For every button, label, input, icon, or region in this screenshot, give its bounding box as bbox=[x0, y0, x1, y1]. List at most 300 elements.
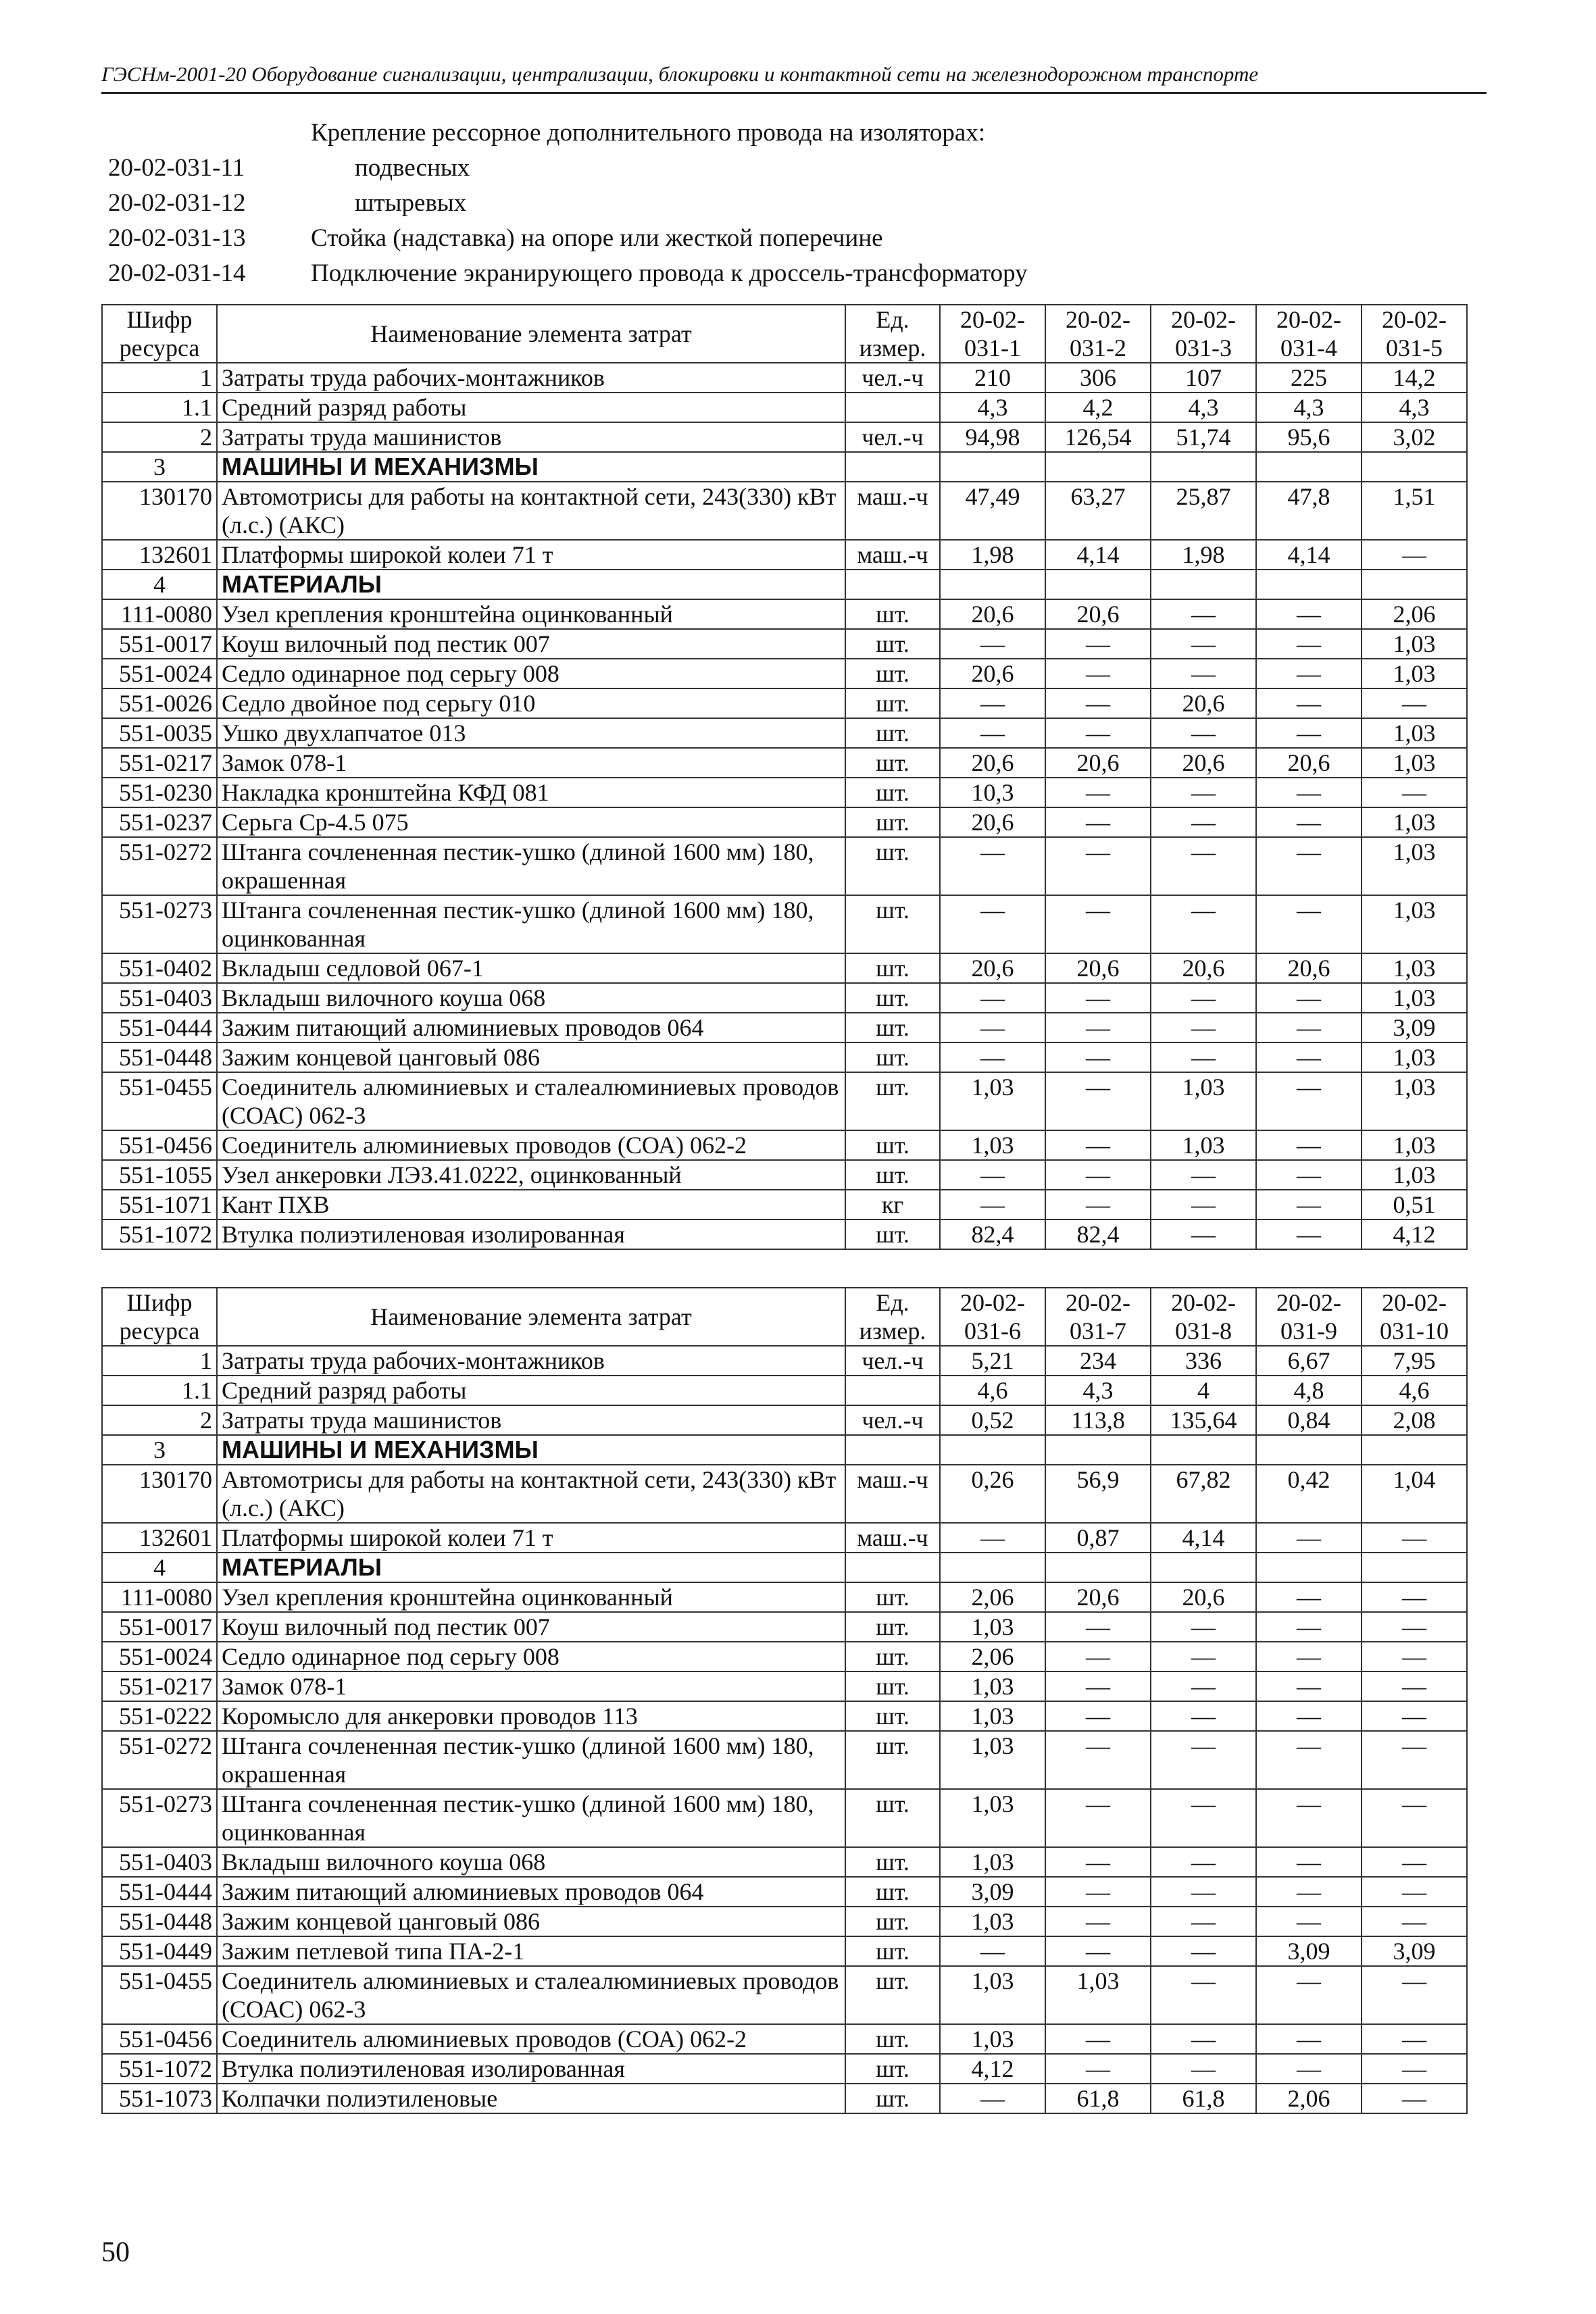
resource-value: — bbox=[940, 983, 1045, 1013]
resource-code: 130170 bbox=[102, 1465, 217, 1523]
resource-unit bbox=[845, 570, 940, 599]
resource-value: — bbox=[1045, 1612, 1151, 1642]
table-row bbox=[102, 1130, 1467, 1160]
resource-value: 20,6 bbox=[940, 599, 1045, 629]
resource-name: МАШИНЫ И МЕХАНИЗМЫ bbox=[217, 452, 845, 482]
resource-value: 1,03 bbox=[1362, 1160, 1467, 1190]
resource-code: 2 bbox=[102, 1405, 217, 1435]
resource-unit: кг bbox=[845, 1190, 940, 1219]
table-row bbox=[102, 1346, 1467, 1376]
resource-value: 47,49 bbox=[940, 482, 1045, 540]
intro-code: 20-02-031-12 bbox=[108, 188, 246, 217]
resource-value: — bbox=[1151, 837, 1256, 895]
resource-value bbox=[1362, 570, 1467, 599]
resource-name: Средний разряд работы bbox=[217, 1376, 845, 1405]
resource-value: — bbox=[1151, 2054, 1256, 2084]
intro-code: 20-02-031-11 bbox=[108, 153, 245, 182]
table-row bbox=[102, 895, 1467, 953]
resource-unit: шт. bbox=[845, 1219, 940, 1249]
resource-value: — bbox=[1151, 718, 1256, 748]
resource-value: 4,12 bbox=[1362, 1219, 1467, 1249]
table-row bbox=[102, 1072, 1467, 1130]
resource-value: 20,6 bbox=[1151, 748, 1256, 778]
resource-name: Зажим питающий алюминиевых проводов 064 bbox=[217, 1877, 845, 1907]
resource-name: Втулка полиэтиленовая изолированная bbox=[217, 1219, 845, 1249]
resource-value: 10,3 bbox=[940, 778, 1045, 807]
resource-value: 1,03 bbox=[940, 1847, 1045, 1877]
resource-value: 3,09 bbox=[940, 1877, 1045, 1907]
resource-unit: шт. bbox=[845, 895, 940, 953]
resource-value: — bbox=[1256, 1042, 1362, 1072]
resource-name: Затраты труда машинистов bbox=[217, 422, 845, 452]
resource-value: 25,87 bbox=[1151, 482, 1256, 540]
resource-value: — bbox=[1256, 895, 1362, 953]
resource-value: 3,02 bbox=[1362, 422, 1467, 452]
resource-unit: шт. bbox=[845, 1789, 940, 1847]
resource-value: — bbox=[1151, 2024, 1256, 2054]
resource-value: 1,03 bbox=[1362, 629, 1467, 659]
resource-value bbox=[1045, 1553, 1151, 1582]
table-row bbox=[102, 688, 1467, 718]
resource-value: — bbox=[1362, 1877, 1467, 1907]
resource-value bbox=[1362, 452, 1467, 482]
resource-value: — bbox=[1256, 1219, 1362, 1249]
resource-value: 4,8 bbox=[1256, 1376, 1362, 1405]
resource-value: — bbox=[940, 1042, 1045, 1072]
resource-value: 61,8 bbox=[1151, 2084, 1256, 2113]
resource-value: — bbox=[940, 2084, 1045, 2113]
resource-value: 5,21 bbox=[940, 1346, 1045, 1376]
resource-value: 0,42 bbox=[1256, 1465, 1362, 1523]
resource-unit bbox=[845, 452, 940, 482]
resource-value: — bbox=[1151, 1731, 1256, 1789]
resource-value bbox=[1256, 570, 1362, 599]
resource-value: — bbox=[1256, 1642, 1362, 1671]
resource-value: — bbox=[940, 718, 1045, 748]
resource-code: 3 bbox=[102, 452, 217, 482]
resource-name: Платформы широкой колеи 71 т bbox=[217, 540, 845, 570]
header-unit: Ед. измер. bbox=[845, 305, 940, 363]
resource-unit: шт. bbox=[845, 718, 940, 748]
resource-name: Вкладыш вилочного коуша 068 bbox=[217, 983, 845, 1013]
resource-code: 111-0080 bbox=[102, 599, 217, 629]
resource-value: 234 bbox=[1045, 1346, 1151, 1376]
resource-value: — bbox=[1256, 807, 1362, 837]
resource-value: 2,06 bbox=[940, 1582, 1045, 1612]
header-col: 20-02-031-10 bbox=[1362, 1288, 1467, 1346]
resource-value bbox=[1362, 1435, 1467, 1465]
resource-unit: чел.-ч bbox=[845, 1405, 940, 1435]
resource-name: Затраты труда рабочих-монтажников bbox=[217, 1346, 845, 1376]
resource-name: Кант ПХВ bbox=[217, 1190, 845, 1219]
section-row bbox=[102, 452, 1467, 482]
resource-code: 551-0456 bbox=[102, 1130, 217, 1160]
resource-value: 2,06 bbox=[940, 1642, 1045, 1671]
resource-name: Ушко двухлапчатое 013 bbox=[217, 718, 845, 748]
header-col: 20-02-031-2 bbox=[1045, 305, 1151, 363]
table-row bbox=[102, 2054, 1467, 2084]
resource-code: 130170 bbox=[102, 482, 217, 540]
table-row bbox=[102, 1907, 1467, 1936]
resource-value: 1,03 bbox=[1362, 953, 1467, 983]
intro-item bbox=[108, 150, 1460, 185]
intro-item bbox=[108, 255, 1460, 291]
resource-name: Средний разряд работы bbox=[217, 393, 845, 422]
section-row bbox=[102, 1435, 1467, 1465]
resource-value: — bbox=[1362, 540, 1467, 570]
resource-code: 132601 bbox=[102, 540, 217, 570]
resource-code: 551-0024 bbox=[102, 659, 217, 688]
resource-value: 1,51 bbox=[1362, 482, 1467, 540]
resource-value: 4,3 bbox=[1045, 1376, 1151, 1405]
table-row bbox=[102, 629, 1467, 659]
resource-code: 4 bbox=[102, 1553, 217, 1582]
resource-value: 1,03 bbox=[1362, 718, 1467, 748]
resource-unit: шт. bbox=[845, 983, 940, 1013]
resource-value: 56,9 bbox=[1045, 1465, 1151, 1523]
resource-value: 135,64 bbox=[1151, 1405, 1256, 1435]
resource-name: Узел анкеровки ЛЭЗ.41.0222, оцинкованный bbox=[217, 1160, 845, 1190]
resource-value: 1,03 bbox=[1362, 748, 1467, 778]
resource-value: 4,14 bbox=[1151, 1523, 1256, 1553]
resource-code: 111-0080 bbox=[102, 1582, 217, 1612]
resource-name: Замок 078-1 bbox=[217, 1671, 845, 1701]
resource-value: 4,14 bbox=[1045, 540, 1151, 570]
resource-code: 551-1072 bbox=[102, 1219, 217, 1249]
intro-text: подвесных bbox=[355, 153, 470, 182]
resource-unit: шт. bbox=[845, 1671, 940, 1701]
resource-value: 4,3 bbox=[1151, 393, 1256, 422]
resource-code: 551-0026 bbox=[102, 688, 217, 718]
intro-list bbox=[108, 115, 1460, 291]
resource-unit: шт. bbox=[845, 1701, 940, 1731]
resource-value: — bbox=[1256, 1072, 1362, 1130]
resource-value: — bbox=[1151, 1877, 1256, 1907]
resource-value: 4,12 bbox=[940, 2054, 1045, 2084]
resource-value: — bbox=[1362, 1966, 1467, 2024]
resource-unit: шт. bbox=[845, 1907, 940, 1936]
resource-code: 551-0444 bbox=[102, 1013, 217, 1042]
resource-value: 1,04 bbox=[1362, 1465, 1467, 1523]
resource-code: 551-0444 bbox=[102, 1877, 217, 1907]
resource-name: Колпачки полиэтиленовые bbox=[217, 2084, 845, 2113]
resource-name: Штанга сочлененная пестик-ушко (длиной 1600 мм) 180, оцинкованная bbox=[217, 895, 845, 953]
table-row bbox=[102, 778, 1467, 807]
header-code: Шифр ресурса bbox=[102, 1288, 217, 1346]
resource-unit bbox=[845, 1553, 940, 1582]
table-row bbox=[102, 837, 1467, 895]
resource-value: — bbox=[1362, 1847, 1467, 1877]
resource-value: — bbox=[1151, 1701, 1256, 1731]
resource-unit: маш.-ч bbox=[845, 540, 940, 570]
resource-name: Зажим концевой цанговый 086 bbox=[217, 1907, 845, 1936]
resource-value: — bbox=[1256, 1847, 1362, 1877]
resource-value: 1,03 bbox=[1362, 983, 1467, 1013]
resource-value: 4,3 bbox=[1362, 393, 1467, 422]
resource-name: Платформы широкой колеи 71 т bbox=[217, 1523, 845, 1553]
resource-value: — bbox=[1362, 1582, 1467, 1612]
resource-value: — bbox=[1151, 1013, 1256, 1042]
resource-value: 336 bbox=[1151, 1346, 1256, 1376]
resource-code: 551-0273 bbox=[102, 895, 217, 953]
resource-value: — bbox=[1151, 1160, 1256, 1190]
table-row bbox=[102, 1671, 1467, 1701]
resource-unit: шт. bbox=[845, 688, 940, 718]
table-row bbox=[102, 1789, 1467, 1847]
resource-value bbox=[1256, 1435, 1362, 1465]
resource-value: — bbox=[1045, 1671, 1151, 1701]
resource-code: 4 bbox=[102, 570, 217, 599]
resource-value: — bbox=[1256, 983, 1362, 1013]
resource-name: МАТЕРИАЛЫ bbox=[217, 1553, 845, 1582]
resource-value: 1,03 bbox=[940, 1907, 1045, 1936]
resource-value: — bbox=[1045, 807, 1151, 837]
resource-value: 4,6 bbox=[940, 1376, 1045, 1405]
resource-value: — bbox=[1151, 1907, 1256, 1936]
resource-unit: шт. bbox=[845, 1042, 940, 1072]
resource-code: 132601 bbox=[102, 1523, 217, 1553]
resource-code: 1 bbox=[102, 1346, 217, 1376]
resource-value: 1,03 bbox=[1362, 1130, 1467, 1160]
resource-name: Серьга Ср-4.5 075 bbox=[217, 807, 845, 837]
resource-value bbox=[1256, 1553, 1362, 1582]
resource-unit bbox=[845, 393, 940, 422]
resource-value: — bbox=[1045, 718, 1151, 748]
resource-code: 551-0449 bbox=[102, 1936, 217, 1966]
resource-name: Седло двойное под серьгу 010 bbox=[217, 688, 845, 718]
intro-text: Крепление рессорное дополнительного провода на изоляторах: bbox=[311, 118, 986, 147]
table-row bbox=[102, 659, 1467, 688]
table-row bbox=[102, 1523, 1467, 1553]
intro-text: Стойка (надставка) на опоре или жесткой поперечине bbox=[311, 224, 883, 252]
table-row bbox=[102, 599, 1467, 629]
resource-name: Штанга сочлененная пестик-ушко (длиной 1600 мм) 180, окрашенная bbox=[217, 1731, 845, 1789]
resource-code: 3 bbox=[102, 1435, 217, 1465]
resource-unit: шт. bbox=[845, 599, 940, 629]
resource-value bbox=[940, 1553, 1045, 1582]
resource-code: 551-0024 bbox=[102, 1642, 217, 1671]
resource-value: — bbox=[1151, 983, 1256, 1013]
resource-value: 0,84 bbox=[1256, 1405, 1362, 1435]
resource-value: 210 bbox=[940, 363, 1045, 393]
resource-name: Вкладыш вилочного коуша 068 bbox=[217, 1847, 845, 1877]
resource-value: — bbox=[1045, 983, 1151, 1013]
resource-value: — bbox=[1045, 1130, 1151, 1160]
resource-name: Затраты труда рабочих-монтажников bbox=[217, 363, 845, 393]
resource-value: 3,09 bbox=[1362, 1936, 1467, 1966]
header-name: Наименование элемента затрат bbox=[217, 1288, 845, 1346]
resource-code: 1 bbox=[102, 363, 217, 393]
resource-name: Втулка полиэтиленовая изолированная bbox=[217, 2054, 845, 2084]
resource-unit: шт. bbox=[845, 1160, 940, 1190]
resource-name: Коромысло для анкеровки проводов 113 bbox=[217, 1701, 845, 1731]
resource-value: — bbox=[1151, 807, 1256, 837]
resource-value: — bbox=[1362, 2024, 1467, 2054]
resource-unit: шт. bbox=[845, 2024, 940, 2054]
resource-value: 4,2 bbox=[1045, 393, 1151, 422]
resource-value: — bbox=[1045, 1936, 1151, 1966]
resource-value: — bbox=[1256, 1130, 1362, 1160]
resource-value bbox=[940, 1435, 1045, 1465]
running-header: ГЭСНм-2001-20 Оборудование сигнализации, централизации, блокировки и контактной сети на железнодорожном транспорте bbox=[101, 62, 1487, 94]
table-row bbox=[102, 2024, 1467, 2054]
resource-value: 2,08 bbox=[1362, 1405, 1467, 1435]
resource-value: 4,6 bbox=[1362, 1376, 1467, 1405]
resource-value: — bbox=[1151, 659, 1256, 688]
table-row bbox=[102, 393, 1467, 422]
resource-unit: шт. bbox=[845, 1130, 940, 1160]
table-row bbox=[102, 1465, 1467, 1523]
resource-unit: шт. bbox=[845, 748, 940, 778]
resource-value: — bbox=[1256, 1907, 1362, 1936]
resource-value: 113,8 bbox=[1045, 1405, 1151, 1435]
resource-value: — bbox=[1045, 1907, 1151, 1936]
resource-value: — bbox=[1045, 1701, 1151, 1731]
resource-unit: маш.-ч bbox=[845, 1465, 940, 1523]
resource-value: 20,6 bbox=[1045, 1582, 1151, 1612]
resource-value bbox=[1045, 570, 1151, 599]
table-body bbox=[102, 363, 1467, 1249]
resource-value: — bbox=[1256, 599, 1362, 629]
resource-value: 0,87 bbox=[1045, 1523, 1151, 1553]
intro-item bbox=[108, 115, 1460, 150]
resource-name: МАТЕРИАЛЫ bbox=[217, 570, 845, 599]
resource-value: — bbox=[1362, 1642, 1467, 1671]
resource-name: Автомотрисы для работы на контактной сети, 243(330) кВт (л.с.) (АКС) bbox=[217, 1465, 845, 1523]
resource-value: 1,98 bbox=[1151, 540, 1256, 570]
resource-value: — bbox=[1362, 1671, 1467, 1701]
resource-code: 551-0455 bbox=[102, 1966, 217, 2024]
resource-value: 1,03 bbox=[1362, 1042, 1467, 1072]
resource-value: 95,6 bbox=[1256, 422, 1362, 452]
resource-code: 551-0403 bbox=[102, 983, 217, 1013]
resource-value: 20,6 bbox=[940, 807, 1045, 837]
resource-value: — bbox=[1256, 2054, 1362, 2084]
resource-name: Соединитель алюминиевых и сталеалюминиевых проводов (СОАС) 062-3 bbox=[217, 1072, 845, 1130]
resource-value: 6,67 bbox=[1256, 1346, 1362, 1376]
table-row bbox=[102, 482, 1467, 540]
table-row bbox=[102, 1042, 1467, 1072]
resource-code: 551-0217 bbox=[102, 1671, 217, 1701]
resource-value: — bbox=[1151, 1936, 1256, 1966]
resource-value: — bbox=[940, 1936, 1045, 1966]
resource-value: — bbox=[1045, 1642, 1151, 1671]
table-row bbox=[102, 1936, 1467, 1966]
header-name: Наименование элемента затрат bbox=[217, 305, 845, 363]
resource-value: 1,03 bbox=[1362, 837, 1467, 895]
resource-value: 20,6 bbox=[1045, 748, 1151, 778]
resource-code: 551-1055 bbox=[102, 1160, 217, 1190]
resource-unit: шт. bbox=[845, 1847, 940, 1877]
resource-value: 47,8 bbox=[1256, 482, 1362, 540]
resource-unit: шт. bbox=[845, 1582, 940, 1612]
table-row bbox=[102, 1160, 1467, 1190]
resource-value: 4,14 bbox=[1256, 540, 1362, 570]
resource-value: 20,6 bbox=[1151, 953, 1256, 983]
resource-value: — bbox=[1362, 778, 1467, 807]
resource-value: — bbox=[1362, 1612, 1467, 1642]
resource-value: — bbox=[1045, 895, 1151, 953]
resource-value: — bbox=[1045, 1160, 1151, 1190]
resource-value: — bbox=[1151, 1789, 1256, 1847]
resource-value: 1,03 bbox=[1151, 1072, 1256, 1130]
resource-name: Узел крепления кронштейна оцинкованный bbox=[217, 599, 845, 629]
resource-value: — bbox=[940, 1190, 1045, 1219]
resource-value: 1,03 bbox=[940, 1966, 1045, 2024]
resource-name: Коуш вилочный под пестик 007 bbox=[217, 629, 845, 659]
resource-value: 7,95 bbox=[1362, 1346, 1467, 1376]
resource-unit: шт. bbox=[845, 1966, 940, 2024]
table-row bbox=[102, 1405, 1467, 1435]
resource-value: 107 bbox=[1151, 363, 1256, 393]
resource-code: 551-0402 bbox=[102, 953, 217, 983]
resource-unit: шт. bbox=[845, 1877, 940, 1907]
resource-value: — bbox=[1045, 629, 1151, 659]
resource-value: — bbox=[1256, 1789, 1362, 1847]
resource-value: 0,26 bbox=[940, 1465, 1045, 1523]
resource-value bbox=[1045, 452, 1151, 482]
resource-value: — bbox=[1151, 1671, 1256, 1701]
resource-value: 20,6 bbox=[940, 659, 1045, 688]
resource-value: 1,03 bbox=[940, 1072, 1045, 1130]
resource-value: 1,03 bbox=[940, 1701, 1045, 1731]
resource-name: Вкладыш седловой 067-1 bbox=[217, 953, 845, 983]
resource-value: — bbox=[1256, 778, 1362, 807]
table-row bbox=[102, 1642, 1467, 1671]
table-row bbox=[102, 1190, 1467, 1219]
resource-value: — bbox=[1151, 778, 1256, 807]
table-row bbox=[102, 953, 1467, 983]
resource-value: — bbox=[1362, 1523, 1467, 1553]
resource-value: 63,27 bbox=[1045, 482, 1151, 540]
resource-name: Зажим концевой цанговый 086 bbox=[217, 1042, 845, 1072]
resource-value: — bbox=[1256, 629, 1362, 659]
resource-name: Соединитель алюминиевых проводов (СОА) 062-2 bbox=[217, 2024, 845, 2054]
resource-value: 61,8 bbox=[1045, 2084, 1151, 2113]
section-row bbox=[102, 1553, 1467, 1582]
resource-code: 551-0456 bbox=[102, 2024, 217, 2054]
resource-code: 551-1072 bbox=[102, 2054, 217, 2084]
header-code: Шифр ресурса bbox=[102, 305, 217, 363]
header-col: 20-02-031-1 bbox=[940, 305, 1045, 363]
resource-value: 1,03 bbox=[940, 1731, 1045, 1789]
resource-value: — bbox=[1362, 1701, 1467, 1731]
resource-unit: маш.-ч bbox=[845, 482, 940, 540]
resource-value: 82,4 bbox=[940, 1219, 1045, 1249]
resource-name: Штанга сочлененная пестик-ушко (длиной 1600 мм) 180, окрашенная bbox=[217, 837, 845, 895]
resource-value: 1,03 bbox=[1362, 659, 1467, 688]
resource-unit: маш.-ч bbox=[845, 1523, 940, 1553]
resource-value: — bbox=[1045, 1789, 1151, 1847]
resource-value: — bbox=[940, 688, 1045, 718]
resource-value bbox=[940, 570, 1045, 599]
resource-value: — bbox=[1151, 1847, 1256, 1877]
resource-value: — bbox=[1151, 599, 1256, 629]
resource-code: 1.1 bbox=[102, 393, 217, 422]
resource-value: 20,6 bbox=[1151, 688, 1256, 718]
resource-value: — bbox=[1151, 629, 1256, 659]
header-col: 20-02-031-9 bbox=[1256, 1288, 1362, 1346]
resource-value: 4,3 bbox=[1256, 393, 1362, 422]
resource-name: Накладка кронштейна КФД 081 bbox=[217, 778, 845, 807]
resource-unit: шт. bbox=[845, 1731, 940, 1789]
resource-name: Зажим петлевой типа ПА-2-1 bbox=[217, 1936, 845, 1966]
intro-item bbox=[108, 185, 1460, 220]
page-number: 50 bbox=[101, 2237, 130, 2268]
header-col: 20-02-031-6 bbox=[940, 1288, 1045, 1346]
resource-value: 0,52 bbox=[940, 1405, 1045, 1435]
resource-unit: шт. bbox=[845, 1936, 940, 1966]
